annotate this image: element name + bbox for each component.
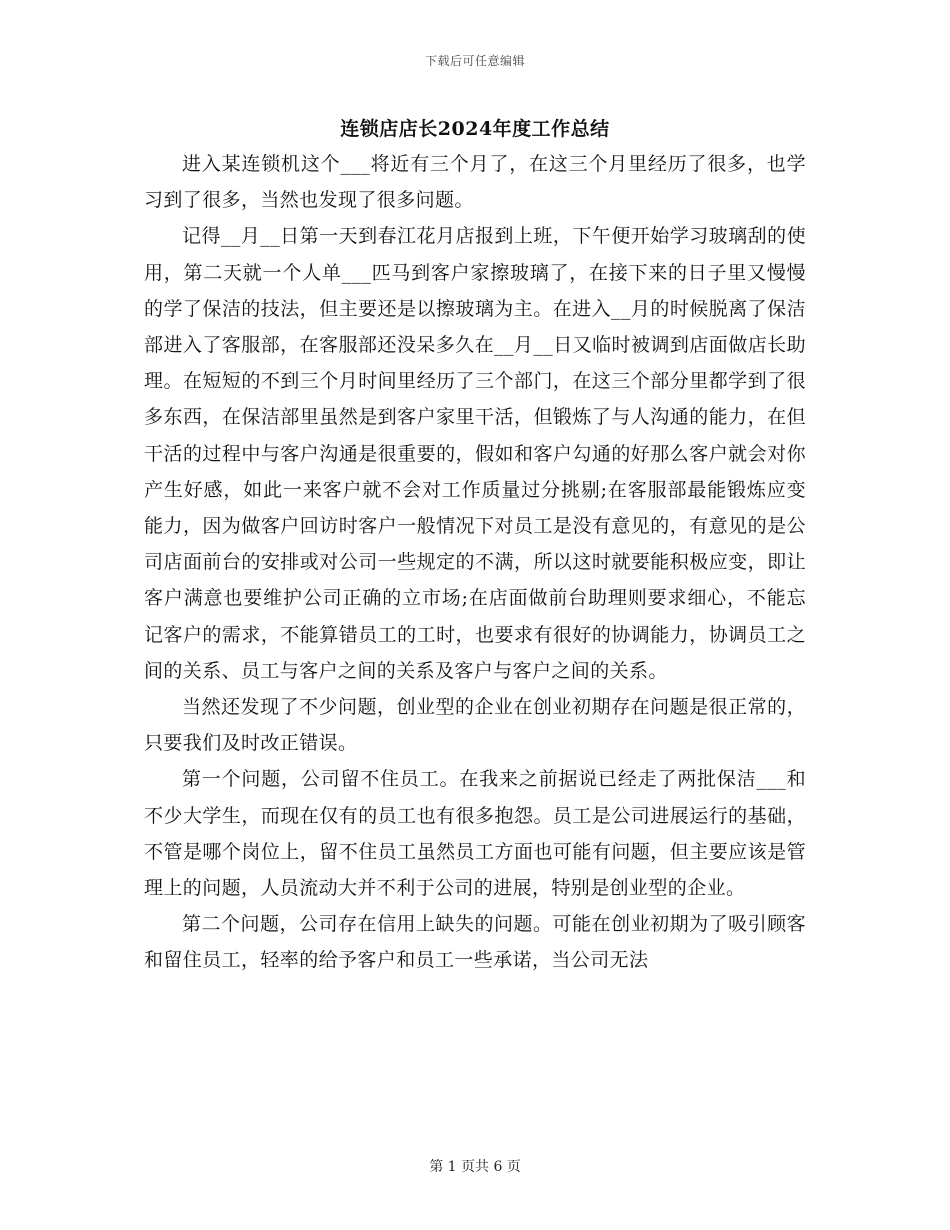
page-number: 第 1 页共 6 页 bbox=[429, 1159, 521, 1175]
paragraph-problem-one: 第一个问题，公司留不住员工。在我来之前据说已经走了两批保洁___和不少大学生，而现在仅有的员工也有很多抱怨。员工是公司进展运行的基础，不管是哪个岗位上，留不住员工虽然员工方面也可能有问题，但主要应该是管理上的问题，人员流动大并不利于公司的进展，特别是创业型的企业。 bbox=[144, 768, 806, 900]
document-body bbox=[144, 146, 806, 979]
paragraph-intro: 进入某连锁机这个___将近有三个月了，在这三个月里经历了很多，也学习到了很多，当然也发现了很多问题。 bbox=[144, 153, 806, 212]
paragraph-problem-two: 第二个问题，公司存在信用上缺失的问题。可能在创业初期为了吸引顾客和留住员工，轻率的给予客户和员工一些承诺，当公司无法 bbox=[144, 913, 806, 972]
document-title: 连锁店店长2024年度工作总结 bbox=[340, 118, 610, 140]
paragraph-experience: 记得__月__日第一天到春江花月店报到上班，下午便开始学习玻璃刮的使用，第二天就一个人单___匹马到客户家擦玻璃了，在接下来的日子里又慢慢的学了保洁的技法，但主要还是以擦玻璃为主。在进入__月的时候脱离了保洁部进入了客服部，在客服部还没呆多久在__月__日又临时被调到店面做店长助理。在短短的不到三个月时间里经历了三个部门，在这三个部分里都学到了很多东西，在保洁部里虽然是到客户家里干活，但锻炼了与人沟通的能力，在但干活的过程中与客户沟通是很重要的，假如和客户勾通的好那么客户就会对你产生好感，如此一来客户就不会对工作质量过分挑剔;在客服部最能锻炼应变能力，因为做客户回访时客户一般情况下对员工是没有意见的，有意见的是公司店面前台的安排或对公司一些规定的不满，所以这时就要能积极应变，即让客户满意也要维护公司正确的立市场;在店面做前台助理则要求细心，不能忘记客户的需求，不能算错员工的工时，也要求有很好的协调能力，协调员工之间的关系、员工与客户之间的关系及客户与客户之间的关系。 bbox=[144, 225, 806, 682]
paragraph-problems-overview: 当然还发现了不少问题，创业型的企业在创业初期存在问题是很正常的，只要我们及时改正错误。 bbox=[144, 696, 806, 755]
page-header-note: 下载后可任意编辑 bbox=[424, 54, 525, 68]
